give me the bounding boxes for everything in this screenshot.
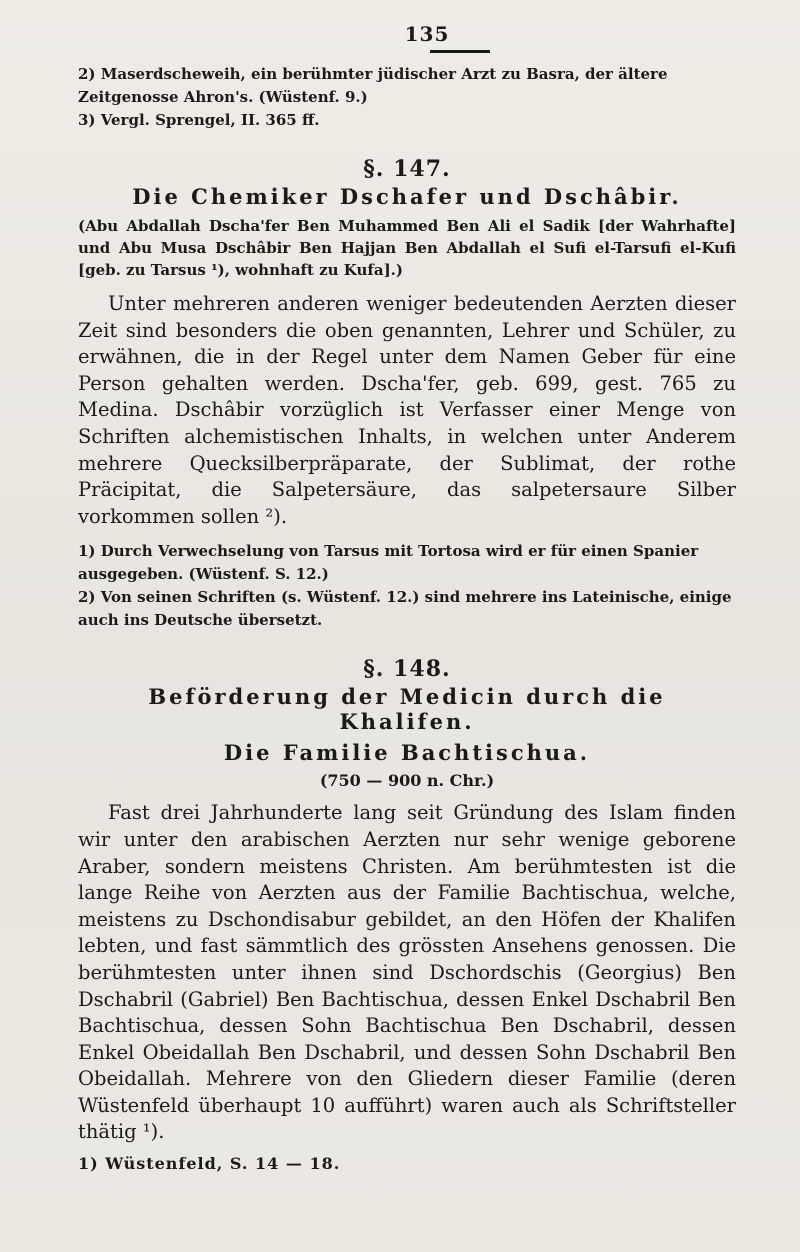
- top-footnotes: [78, 63, 736, 132]
- footnote-147-1: 1) Durch Verwechselung von Tarsus mit Tortosa wird er für einen Spanier ausgegeben. (Wüstenf. S. 12.): [78, 542, 699, 584]
- footnote-147-2: 2) Von seinen Schriften (s. Wüstenf. 12.) sind mehrere ins Lateinische, einige auch ins Deutsche übersetzt.: [78, 588, 732, 630]
- section-148-dates: (750 — 900 n. Chr.): [319, 771, 495, 791]
- section-148-footnote: 1) Wüstenfeld, S. 14 — 18.: [78, 1154, 341, 1174]
- footnote-top-2: 2) Maserdscheweih, ein berühmter jüdischer Arzt zu Basra, der ältere Zeitgenosse Ahron's. (Wüstenf. 9.): [78, 65, 668, 106]
- section-147-number: §. 147.: [363, 156, 451, 182]
- page-number: 135: [404, 22, 450, 46]
- section-148-body: Fast drei Jahrhunderte lang seit Gründung des Islam finden wir unter den arabischen Aerzten nur sehr wenige geborene Araber, sondern meistens Christen. Am berühmtesten ist die lange Reihe von Aerzten aus der Familie Bachtischua, welche, meistens zu Dschondisabur gebildet, an den Höfen der Khalifen lebten, und fast sämmtlich des grössten Ansehens genossen. Die berühmtesten unter ihnen sind Dschordschis (Georgius) Ben Dschabril (Gabriel) Ben Bachtischua, dessen Enkel Dschabril Ben Bachtischua, dessen Sohn Bachtischua Ben Dschabril, dessen Enkel Obeidallah Ben Dschabril, und dessen Sohn Dschabril Ben Obeidallah. Mehrere von den Gliedern dieser Familie (deren Wüstenfeld überhaupt 10 aufführt) waren auch als Schriftsteller thätig ¹).: [78, 801, 736, 1144]
- section-147-footnotes: [78, 540, 736, 632]
- section-147-body: Unter mehreren anderen weniger bedeutenden Aerzten dieser Zeit sind besonders die oben genannten, Lehrer und Schüler, zu erwähnen, die in der Regel unter dem Namen Geber für eine Person gehalten werden. Dscha'fer, geb. 699, gest. 765 zu Medina. Dschâbir vorzüglich ist Verfasser einer Menge von Schriften alchemistischen Inhalts, in welchen unter Anderem mehrere Quecksilberpräparate, der Sublimat, der rothe Präcipitat, die Salpetersäure, das salpetersaure Silber vorkommen sollen ²).: [78, 292, 736, 528]
- page-number-rule: [430, 50, 490, 53]
- section-148-number: §. 148.: [363, 656, 451, 683]
- section-148-title: Beförderung der Medicin durch die Khalifen.: [148, 684, 666, 735]
- section-147-title: Die Chemiker Dschafer und Dschâbir.: [132, 184, 682, 209]
- section-147-subinfo: (Abu Abdallah Dscha'fer Ben Muhammed Ben Ali el Sadik [der Wahrhafte] und Abu Musa Dschâbir Ben Hajjan Ben Abdallah el Sufi el-Tarsufi el-Kufi [geb. zu Tarsus ¹), wohnhaft zu Kufa].): [78, 217, 736, 279]
- footnote-top-3: 3) Vergl. Sprengel, II. 365 ff.: [78, 111, 320, 129]
- section-148-subtitle: Die Familie Bachtischua.: [223, 740, 591, 766]
